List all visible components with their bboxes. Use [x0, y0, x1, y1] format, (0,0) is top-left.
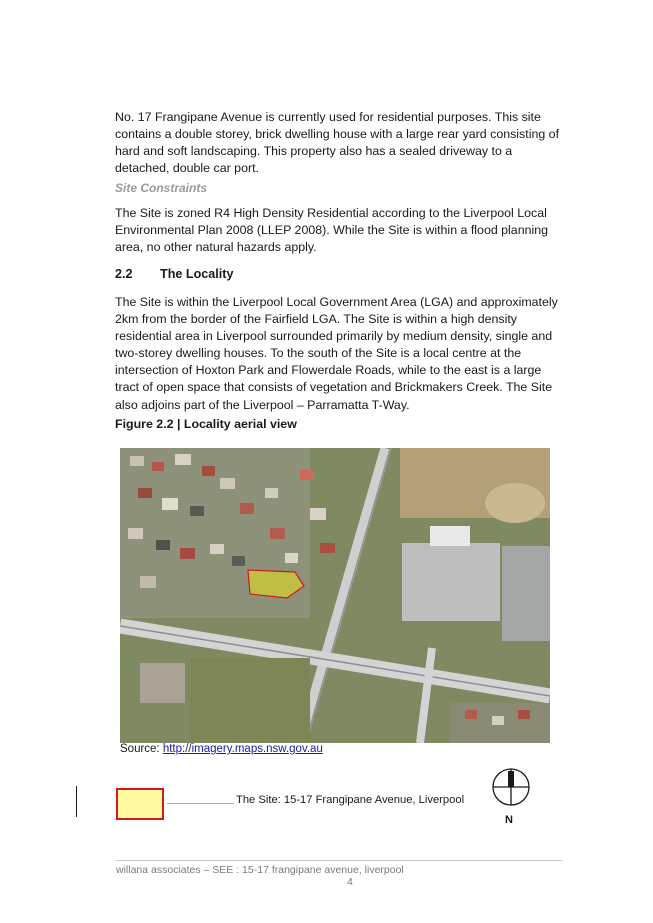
source-link[interactable]: http://imagery.maps.nsw.gov.au [162, 743, 323, 755]
section-title: The Locality [160, 267, 234, 281]
footer-rule [116, 860, 562, 861]
paragraph-site-description: No. 17 Frangipane Avenue is currently used for residential purposes. This site contains a double storey, brick dwelling house with a large rear yard consisting of hard and soft landscaping. This property also has a sealed driveway to a detached, double car port. [115, 110, 560, 176]
paragraph-site-constraints: The Site is zoned R4 High Density Residential according to the Liverpool Local Environmental Plan 2008 (LLEP 2008). While the Site is within a flood planning area, no other natural hazards apply. [115, 206, 549, 255]
paragraph-locality: The Site is within the Liverpool Local Government Area (LGA) and approximately 2km from the border of the Fairfield LGA. The Site is within a high density residential area in Liverpool surrounded primarily by medium density, single and two-storey dwelling houses. To the south of the Site is a local centre at the intersection of Hoxton Park and Flowerdale Roads, while to the east is a large tract of open space that consists of vegetation and Brickmakers Creek. The Site also adjoins part of the Liverpool – Parramatta T-Way. [115, 295, 558, 412]
site-constraints-heading: Site Constraints [115, 181, 208, 195]
legend-site-swatch [116, 788, 164, 820]
change-bar [76, 786, 77, 817]
legend-site-label: The Site: 15-17 Frangipane Avenue, Liverpool [236, 794, 465, 806]
figure-caption: Figure 2.2 | Locality aerial view [115, 417, 297, 431]
legend-leader-line [167, 803, 234, 804]
aerial-photo [120, 448, 550, 743]
figure-source [120, 743, 323, 755]
section-number: 2.2 [115, 267, 133, 281]
north-arrow-icon [491, 767, 531, 807]
north-label: N [505, 814, 513, 826]
source-prefix: Source: [120, 743, 163, 755]
footer-text: willana associates – SEE : 15-17 frangipane avenue, liverpool [116, 864, 404, 876]
page-number: 4 [347, 876, 353, 888]
